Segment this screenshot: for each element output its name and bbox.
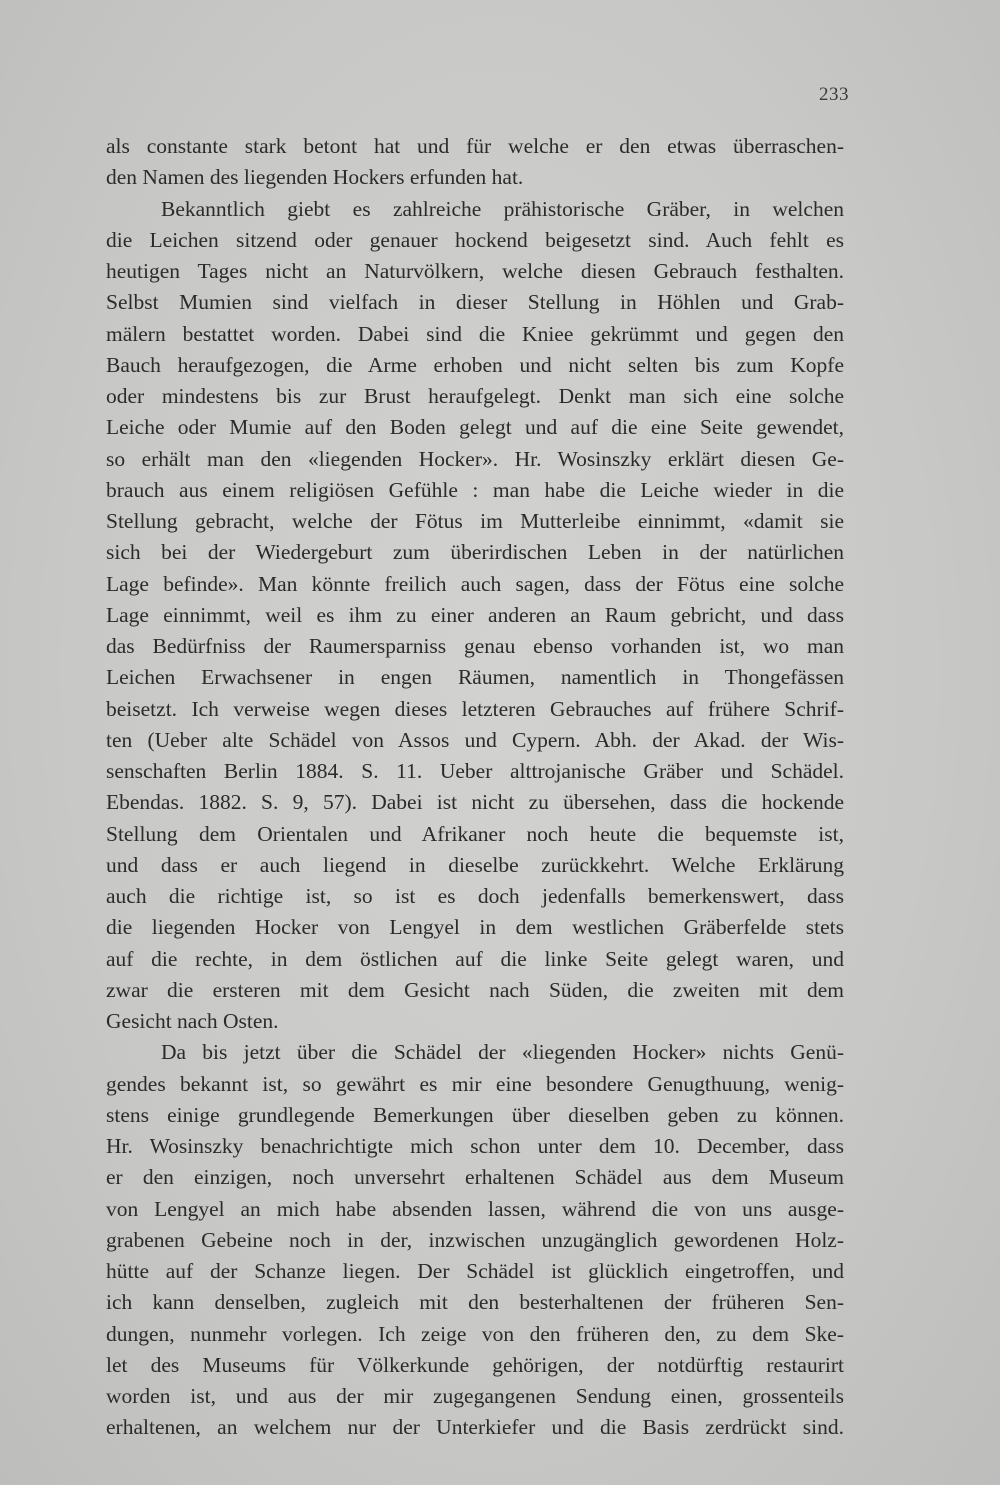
text-line: Hr. Wosinszky benachrichtigte mich schon unter dem 10. December, dass <box>106 1134 844 1158</box>
text-line: senschaften Berlin 1884. S. 11. Ueber alttrojanische Gräber und Schädel. <box>106 759 844 783</box>
text-line: brauch aus einem religiösen Gefühle : man habe die Leiche wieder in die <box>106 477 844 502</box>
text-line: gendes bekannt ist, so gewährt es mir eine besondere Genugthuung, wenig- <box>106 1071 844 1096</box>
text-line: Gesicht nach Osten. <box>106 1009 279 1033</box>
text-line: Bauch heraufgezogen, die Arme erhoben und nicht selten bis zum Kopfe <box>106 352 844 377</box>
text-line: auf die rechte, in dem östlichen auf die linke Seite gelegt waren, und <box>106 946 844 971</box>
text-line: auch die richtige ist, so ist es doch jedenfalls bemerkenswert, dass <box>106 884 844 908</box>
text-line: die liegenden Hocker von Lengyel in dem westlichen Gräberfelde stets <box>106 915 844 940</box>
text-line: Leiche oder Mumie auf den Boden gelegt und auf die eine Seite gewendet, <box>106 415 844 440</box>
text-line: das Bedürfniss der Raumersparniss genau ebenso vorhanden ist, wo man <box>106 634 844 658</box>
text-line: Bekanntlich giebt es zahlreiche prähistorische Gräber, in welchen <box>161 196 844 221</box>
text-line: let des Museums für Völkerkunde gehörigen, der notdürftig restaurirt <box>106 1352 844 1377</box>
text-line: ten (Ueber alte Schädel von Assos und Cypern. Abh. der Akad. der Wis- <box>106 727 844 752</box>
text-line: heutigen Tages nicht an Naturvölkern, welche diesen Gebrauch festhalten. <box>106 259 844 283</box>
text-line: so erhält man den «liegenden Hocker». Hr. Wosinszky erklärt diesen Ge- <box>106 446 844 471</box>
text-line: worden ist, und aus der mir zugegangenen Sendung einen, grossenteils <box>106 1384 844 1408</box>
text-line: stens einige grundlegende Bemerkungen über dieselben geben zu können. <box>106 1102 844 1127</box>
text-line: dungen, nunmehr vorlegen. Ich zeige von den früheren den, zu dem Ske- <box>106 1321 844 1346</box>
text-line: Ebendas. 1882. S. 9, 57). Dabei ist nicht zu übersehen, dass die hockende <box>106 790 844 815</box>
text-line: ich kann denselben, zugleich mit den besterhaltenen der früheren Sen- <box>106 1290 844 1315</box>
text-line: Lage befinde». Man könnte freilich auch sagen, dass der Fötus eine solche <box>106 571 844 596</box>
body-text <box>106 131 844 1444</box>
text-line: Leichen Erwachsener in engen Räumen, namentlich in Thongefässen <box>106 665 844 690</box>
text-line: Stellung gebracht, welche der Fötus im Mutterleibe einnimmt, «damit sie <box>106 509 844 533</box>
text-line: mälern bestattet worden. Dabei sind die Kniee gekrümmt und gegen den <box>106 321 844 346</box>
text-line: Selbst Mumien sind vielfach in dieser Stellung in Höhlen und Grab- <box>106 290 844 315</box>
text-line: zwar die ersteren mit dem Gesicht nach Süden, die zweiten mit dem <box>106 977 844 1002</box>
text-line: sich bei der Wiedergeburt zum überirdischen Leben in der natürlichen <box>106 540 844 565</box>
text-line: oder mindestens bis zur Brust heraufgelegt. Denkt man sich eine solche <box>106 384 844 408</box>
text-line: erhaltenen, an welchem nur der Unterkiefer und die Basis zerdrückt sind. <box>106 1415 844 1440</box>
text-line: und dass er auch liegend in dieselbe zurückkehrt. Welche Erklärung <box>106 852 844 877</box>
text-line: die Leichen sitzend oder genauer hockend beigesetzt sind. Auch fehlt es <box>106 227 844 252</box>
text-line: Stellung dem Orientalen und Afrikaner noch heute die bequemste ist, <box>106 821 844 846</box>
text-line: als constante stark betont hat und für welche er den etwas überraschen- <box>106 134 844 158</box>
text-line: hütte auf der Schanze liegen. Der Schädel ist glücklich eingetroffen, und <box>106 1259 844 1283</box>
text-line: von Lengyel an mich habe absenden lassen, während die von uns ausge- <box>106 1196 844 1221</box>
text-line: den Namen des liegenden Hockers erfunden hat. <box>106 165 524 190</box>
text-line: grabenen Gebeine noch in der, inzwischen unzugänglich gewordenen Holz- <box>106 1227 844 1252</box>
page-number: 233 <box>819 84 849 105</box>
text-line: er den einzigen, noch unversehrt erhaltenen Schädel aus dem Museum <box>106 1165 844 1190</box>
text-line: Lage einnimmt, weil es ihm zu einer anderen an Raum gebricht, und dass <box>106 602 844 627</box>
text-line: Da bis jetzt über die Schädel der «liegenden Hocker» nichts Genü- <box>161 1040 844 1065</box>
text-line: beisetzt. Ich verweise wegen dieses letzteren Gebrauches auf frühere Schrif- <box>106 696 844 721</box>
